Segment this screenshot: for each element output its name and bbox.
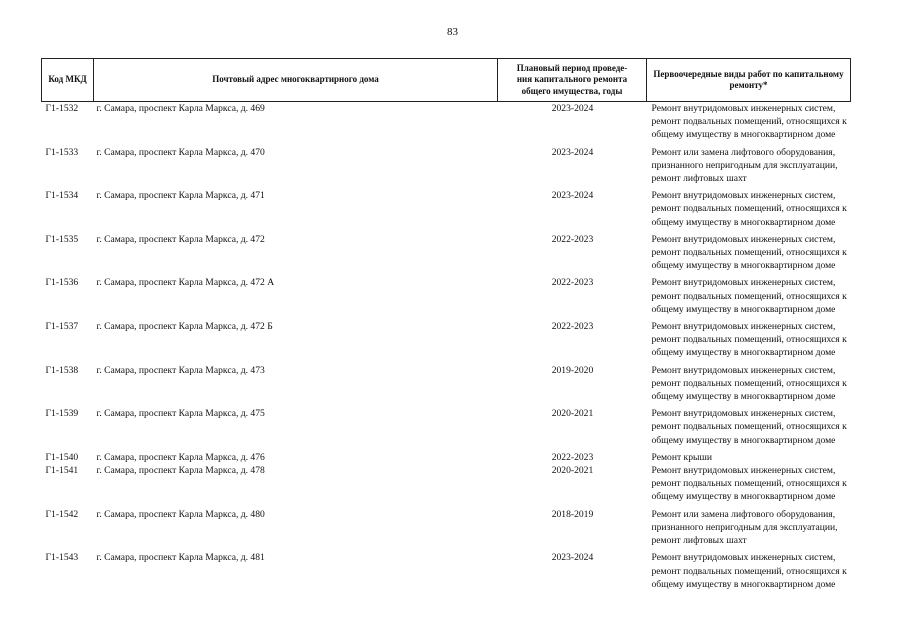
row-works — [647, 407, 851, 447]
work-line: общему имуществу в многоквартирном доме — [651, 434, 836, 446]
table-row — [42, 102, 851, 142]
table-row — [42, 364, 851, 404]
row-address: г. Самара, проспект Карла Маркса, д. 472 — [96, 233, 265, 245]
table-row — [42, 233, 851, 273]
header-period: Плановый период проведе- ния капитального ремонта общего имущества, годы — [498, 59, 647, 102]
work-line: Ремонт внутридомовых инженерных систем, — [651, 465, 836, 477]
header-works: Первоочередные виды работ по капитальному ремонту* — [647, 59, 851, 102]
row-works — [647, 320, 851, 360]
row-period: 2022-2023 — [551, 233, 594, 245]
table-row — [42, 189, 851, 229]
row-works — [647, 233, 851, 273]
work-line: ремонт подвальных помещений, относящихся к — [651, 565, 847, 577]
row-address: г. Самара, проспект Карла Маркса, д. 480 — [96, 508, 265, 520]
row-works — [647, 102, 851, 142]
work-line: Ремонт или замена лифтового оборудования, — [651, 508, 836, 520]
page-number: 83 — [447, 26, 458, 38]
table-row — [42, 508, 851, 548]
row-period: 2023-2024 — [551, 552, 594, 564]
row-code: Г1-1541 — [45, 465, 79, 477]
row-code: Г1-1543 — [45, 552, 79, 564]
work-line: Ремонт или замена лифтового оборудования, — [651, 146, 836, 158]
row-address: г. Самара, проспект Карла Маркса, д. 472 Б — [96, 321, 273, 333]
work-line: признанного непригодным для эксплуатации, — [651, 521, 838, 533]
row-code: Г1-1535 — [45, 233, 79, 245]
work-line: ремонт подвальных помещений, относящихся к — [651, 116, 847, 128]
row-code: Г1-1537 — [45, 321, 79, 333]
work-line: ремонт лифтовых шахт — [651, 535, 747, 547]
work-line: общему имуществу в многоквартирном доме — [651, 260, 836, 272]
work-line: ремонт подвальных помещений, относящихся к — [651, 377, 847, 389]
table-row — [42, 551, 851, 591]
row-works — [647, 146, 851, 186]
header-address: Почтовый адрес многоквартирного дома — [94, 59, 498, 102]
work-line: Ремонт внутридомовых инженерных систем, — [651, 277, 836, 289]
row-address: г. Самара, проспект Карла Маркса, д. 478 — [96, 465, 265, 477]
row-works — [647, 451, 851, 464]
work-line: признанного непригодным для эксплуатации, — [651, 159, 838, 171]
table-row — [42, 276, 851, 316]
row-works — [647, 508, 851, 548]
row-works — [647, 189, 851, 229]
work-line: Ремонт внутридомовых инженерных систем, — [651, 552, 836, 564]
header-code: Код МКД — [42, 59, 94, 102]
row-works — [647, 276, 851, 316]
work-line: ремонт подвальных помещений, относящихся к — [651, 334, 847, 346]
row-address: г. Самара, проспект Карла Маркса, д. 469 — [96, 103, 265, 114]
row-period: 2023-2024 — [551, 190, 594, 202]
work-line: Ремонт крыши — [651, 451, 712, 463]
row-period: 2023-2024 — [551, 146, 594, 158]
row-period: 2022-2023 — [551, 321, 594, 333]
row-code: Г1-1540 — [45, 451, 79, 463]
work-line: общему имуществу в многоквартирном доме — [651, 347, 836, 359]
row-period: 2023-2024 — [551, 103, 594, 114]
row-period: 2018-2019 — [551, 508, 594, 520]
work-line: Ремонт внутридомовых инженерных систем, — [651, 233, 836, 245]
work-line: общему имуществу в многоквартирном доме — [651, 391, 836, 403]
work-line: ремонт подвальных помещений, относящихся к — [651, 421, 847, 433]
row-address: г. Самара, проспект Карла Маркса, д. 470 — [96, 146, 265, 158]
work-line: ремонт подвальных помещений, относящихся к — [651, 290, 847, 302]
capital-repair-table — [41, 58, 851, 591]
work-line: Ремонт внутридомовых инженерных систем, — [651, 408, 836, 420]
row-period: 2022-2023 — [551, 451, 594, 463]
row-address: г. Самара, проспект Карла Маркса, д. 475 — [96, 408, 265, 420]
work-line: общему имуществу в многоквартирном доме — [651, 129, 836, 141]
work-line: ремонт подвальных помещений, относящихся к — [651, 247, 847, 259]
row-code: Г1-1536 — [45, 277, 79, 289]
work-line: ремонт подвальных помещений, относящихся к — [651, 478, 847, 490]
row-code: Г1-1532 — [45, 103, 79, 114]
work-line: общему имуществу в многоквартирном доме — [651, 216, 836, 228]
work-line: Ремонт внутридомовых инженерных систем, — [651, 103, 836, 114]
row-address: г. Самара, проспект Карла Маркса, д. 472 А — [96, 277, 275, 289]
row-address: г. Самара, проспект Карла Маркса, д. 471 — [96, 190, 265, 202]
work-line: Ремонт внутридомовых инженерных систем, — [651, 190, 836, 202]
row-works — [647, 551, 851, 591]
row-code: Г1-1542 — [45, 508, 79, 520]
row-period: 2022-2023 — [551, 277, 594, 289]
work-line: ремонт лифтовых шахт — [651, 173, 747, 185]
table-row — [42, 464, 851, 504]
row-period: 2020-2021 — [551, 408, 594, 420]
table-body — [42, 102, 851, 591]
row-address: г. Самара, проспект Карла Маркса, д. 473 — [96, 364, 265, 376]
row-code: Г1-1533 — [45, 146, 79, 158]
row-works — [647, 364, 851, 404]
table-row — [42, 320, 851, 360]
work-line: общему имуществу в многоквартирном доме — [651, 491, 836, 503]
work-line: ремонт подвальных помещений, относящихся к — [651, 203, 847, 215]
row-code: Г1-1538 — [45, 364, 79, 376]
work-line: Ремонт внутридомовых инженерных систем, — [651, 364, 836, 376]
row-works — [647, 464, 851, 504]
table-row — [42, 146, 851, 186]
table-row — [42, 451, 851, 464]
row-period: 2019-2020 — [551, 364, 594, 376]
row-address: г. Самара, проспект Карла Маркса, д. 481 — [96, 552, 265, 564]
table-header — [42, 59, 851, 102]
table-row — [42, 407, 851, 447]
work-line: Ремонт внутридомовых инженерных систем, — [651, 321, 836, 333]
row-code: Г1-1539 — [45, 408, 79, 420]
work-line: общему имуществу в многоквартирном доме — [651, 303, 836, 315]
row-period: 2020-2021 — [551, 465, 594, 477]
row-address: г. Самара, проспект Карла Маркса, д. 476 — [96, 451, 265, 463]
work-line: общему имуществу в многоквартирном доме — [651, 578, 836, 590]
row-code: Г1-1534 — [45, 190, 79, 202]
